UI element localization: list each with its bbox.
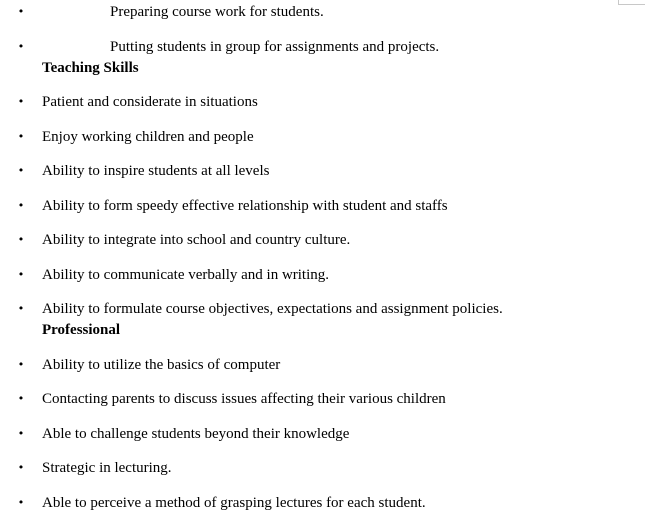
bullet-icon: • [17, 461, 25, 474]
list-item-text: Able to challenge students beyond their knowledge [42, 426, 350, 442]
list-item-text: Enjoy working children and people [42, 129, 254, 145]
list-item-text: Ability to formulate course objectives, expectations and assignment policies. [42, 301, 503, 317]
bullet-icon: • [17, 358, 25, 371]
bullet-icon: • [17, 199, 25, 212]
list-item-text: Ability to inspire students at all levels [42, 163, 270, 179]
bullet-icon: • [17, 392, 25, 405]
list-item-text: Putting students in group for assignments and projects. [110, 39, 440, 55]
list-item-text: Contacting parents to discuss issues affecting their various children [42, 391, 446, 407]
bullet-icon: • [17, 302, 25, 315]
bullet-icon: • [17, 233, 25, 246]
bullet-icon: • [17, 164, 25, 177]
bullet-icon: • [17, 427, 25, 440]
bullet-icon: • [17, 40, 25, 53]
list-item-text: Strategic in lecturing. [42, 460, 172, 476]
list-item-text: Able to perceive a method of grasping lectures for each student. [42, 495, 426, 511]
list-item-text: Ability to utilize the basics of computer [42, 357, 281, 373]
bullet-icon: • [17, 130, 25, 143]
page-corner-mark [618, 0, 645, 5]
list-item-text: Ability to communicate verbally and in writing. [42, 267, 330, 283]
bullet-icon: • [17, 5, 25, 18]
list-item-text: Preparing course work for students. [110, 4, 324, 20]
list-item-text: Ability to integrate into school and country culture. [42, 232, 351, 248]
list-item-text: Patient and considerate in situations [42, 94, 258, 110]
bullet-icon: • [17, 496, 25, 509]
list-item-text: Ability to form speedy effective relationship with student and staffs [42, 198, 448, 214]
bullet-icon: • [17, 268, 25, 281]
bullet-icon: • [17, 95, 25, 108]
